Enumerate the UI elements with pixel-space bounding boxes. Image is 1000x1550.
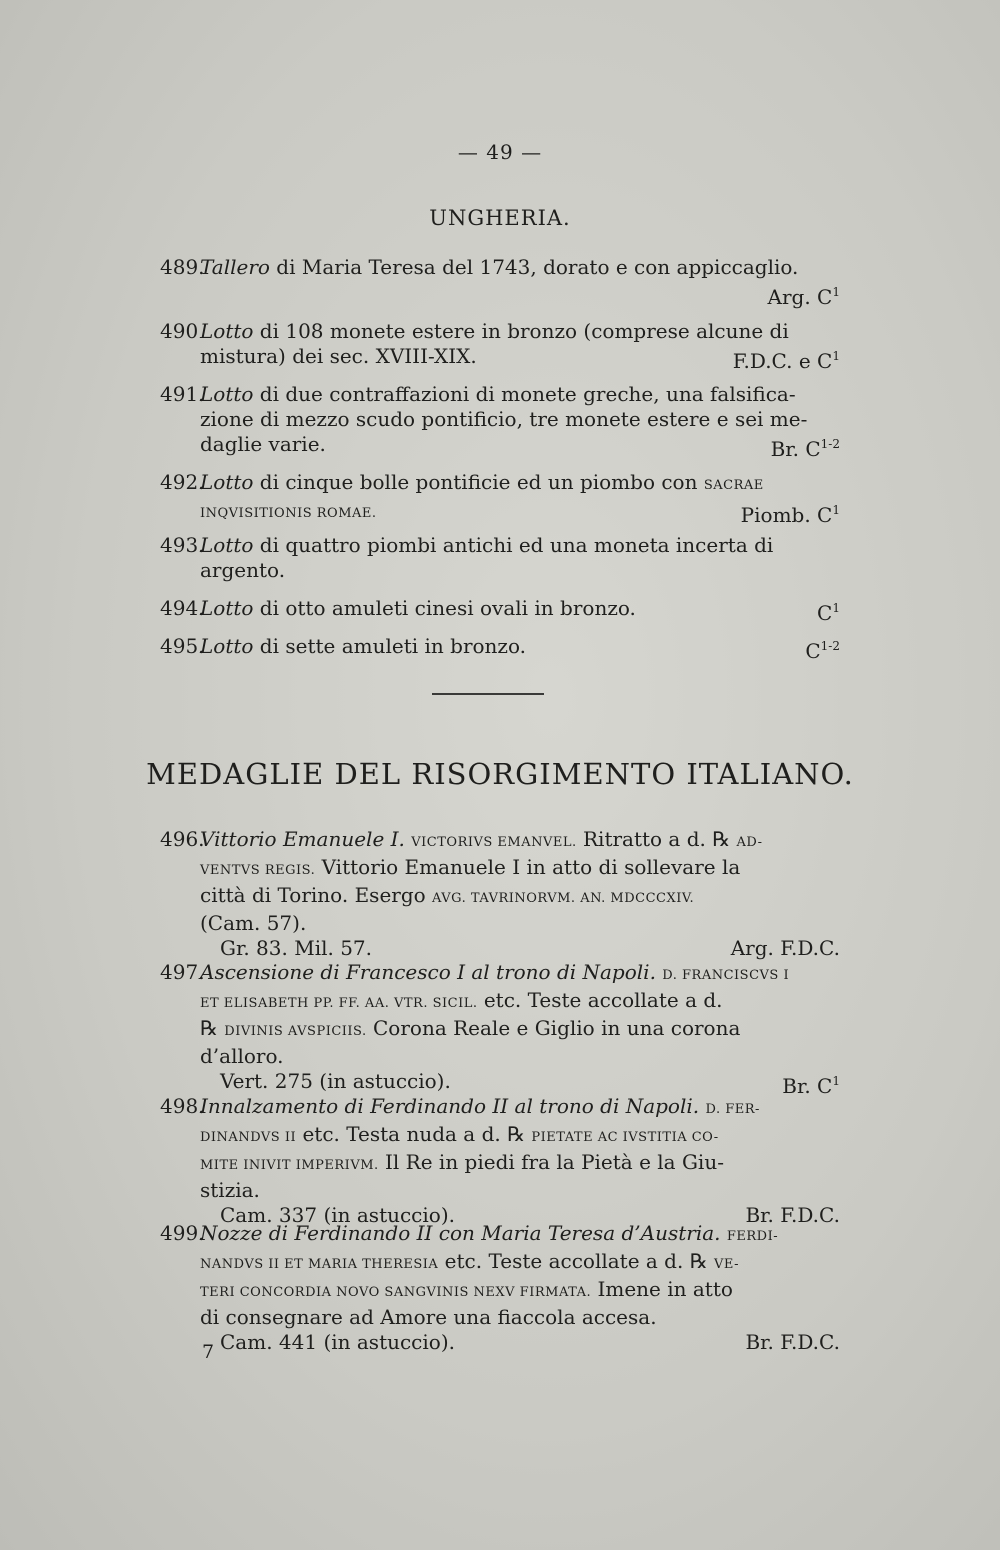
legend-text: PIETATE AC IVSTITIA CO- bbox=[531, 1130, 719, 1145]
entry-line bbox=[160, 498, 840, 526]
legend-text: AD- bbox=[736, 835, 763, 850]
entry-reference: Vert. 275 (in astuccio). bbox=[220, 1069, 451, 1093]
entry-number: 491. bbox=[160, 382, 205, 406]
entry-grade bbox=[805, 634, 840, 664]
entry-line bbox=[160, 1016, 840, 1044]
catalog-entry-499 bbox=[160, 1221, 840, 1355]
entry-line bbox=[160, 382, 840, 407]
grade-text: Arg. C bbox=[767, 285, 833, 309]
entry-text: di sette amuleti in bronzo. bbox=[253, 634, 527, 658]
signature-mark: 7 bbox=[202, 1341, 215, 1363]
entry-reference: Cam. 441 (in astuccio). bbox=[220, 1330, 455, 1354]
grade-text: Br. C bbox=[770, 437, 821, 461]
entry-text: Imene in atto bbox=[591, 1277, 733, 1301]
grade-sup: 1-2 bbox=[820, 639, 840, 653]
entry-line bbox=[160, 1249, 840, 1277]
grade-text: Piomb. C bbox=[740, 503, 833, 527]
entry-reference: Cam. 337 (in astuccio). bbox=[220, 1203, 455, 1227]
entry-line bbox=[160, 988, 840, 1016]
entry-line bbox=[160, 960, 840, 988]
entry-text: di Maria Teresa del 1743, dorato e con appiccaglio. bbox=[269, 255, 799, 279]
entry-title: Lotto bbox=[200, 634, 254, 658]
entry-line: stizia. bbox=[200, 1178, 260, 1202]
page-number: — 49 — bbox=[457, 140, 543, 164]
legend-text: FERDI- bbox=[726, 1229, 779, 1244]
entry-title: Lotto bbox=[200, 382, 254, 406]
entry-number: 499. bbox=[160, 1221, 205, 1245]
catalog-entry-493 bbox=[160, 533, 840, 583]
entry-grade bbox=[768, 280, 840, 310]
grade-sup: 1-2 bbox=[820, 437, 840, 451]
legend-text: VE- bbox=[713, 1257, 739, 1272]
entry-line bbox=[160, 1069, 840, 1098]
legend-text: SACRAE bbox=[703, 478, 764, 493]
entry-line bbox=[160, 319, 840, 344]
grade-sup: 1 bbox=[832, 1074, 840, 1088]
entry-text: di due contraffazioni di monete greche, una falsifica- bbox=[253, 382, 796, 406]
entry-grade bbox=[771, 432, 840, 462]
grade-text: Br. C bbox=[782, 1074, 833, 1098]
catalog-entry-490 bbox=[160, 319, 840, 374]
entry-number: 498. bbox=[160, 1094, 205, 1118]
entry-line bbox=[160, 936, 840, 961]
entry-title: Ascensione di Francesco I al trono di Napoli. bbox=[200, 960, 656, 984]
entry-text: etc. Teste accollate a d. ℞ bbox=[438, 1249, 714, 1273]
legend-text: VICTORIVS EMANVEL. bbox=[411, 835, 577, 850]
entry-grade: Arg. F.D.C. bbox=[730, 936, 840, 960]
entry-grade: Br. F.D.C. bbox=[745, 1330, 840, 1354]
entry-line: zione di mezzo scudo pontificio, tre monete estere e sei me- bbox=[200, 407, 808, 431]
entry-line bbox=[160, 255, 840, 280]
entry-number: 493. bbox=[160, 533, 205, 557]
entry-text: Corona Reale e Giglio in una corona bbox=[366, 1016, 741, 1040]
section-title-ungheria: UNGHERIA. bbox=[429, 206, 571, 230]
section-title-risorgimento: MEDAGLIE DEL RISORGIMENTO ITALIANO. bbox=[146, 757, 854, 791]
entry-title: Lotto bbox=[200, 319, 254, 343]
grade-text: C bbox=[817, 601, 833, 625]
entry-line bbox=[160, 432, 840, 461]
entry-line bbox=[160, 596, 840, 625]
entry-line: di consegnare ad Amore una fiaccola accesa. bbox=[200, 1305, 657, 1329]
catalog-entry-491 bbox=[160, 382, 840, 462]
entry-line bbox=[160, 280, 840, 309]
catalog-entry-494 bbox=[160, 596, 840, 626]
grade-sup: 1 bbox=[832, 285, 840, 299]
entry-line bbox=[160, 1094, 840, 1122]
entry-title: Lotto bbox=[200, 596, 254, 620]
entry-text: etc. Testa nuda a d. ℞ bbox=[296, 1122, 532, 1146]
entry-title: Innalzamento di Ferdinando II al trono di Napoli. bbox=[200, 1094, 700, 1118]
entry-reference: Gr. 83. Mil. 57. bbox=[220, 936, 373, 960]
entry-number: 494. bbox=[160, 596, 205, 620]
entry-line: argento. bbox=[200, 558, 286, 582]
legend-text: AVG. TAVRINORVM. AN. MDCCCXIV. bbox=[432, 891, 695, 906]
grade-sup: 1 bbox=[832, 601, 840, 615]
entry-grade bbox=[741, 498, 840, 528]
entry-text: Ritratto a d. ℞ bbox=[576, 827, 737, 851]
entry-line bbox=[160, 1330, 840, 1355]
entry-text: di quattro piombi antichi ed una moneta incerta di bbox=[253, 533, 774, 557]
entry-text: etc. Teste accollate a d. bbox=[477, 988, 723, 1012]
section-divider bbox=[432, 693, 544, 695]
entry-text: città di Torino. Esergo bbox=[200, 883, 433, 907]
legend-text: D. FRANCISCVS I bbox=[662, 968, 790, 983]
entry-line bbox=[160, 470, 840, 498]
entry-number: 490 bbox=[160, 319, 199, 343]
entry-line bbox=[160, 883, 840, 911]
entry-text: daglie varie. bbox=[200, 432, 326, 456]
entry-title: Lotto bbox=[200, 533, 254, 557]
entry-text: mistura) dei sec. XVIII-XIX. bbox=[200, 344, 477, 368]
entry-number: 496. bbox=[160, 827, 205, 851]
entry-line bbox=[160, 344, 840, 373]
entry-title: Tallero bbox=[200, 255, 270, 279]
legend-text: DINANDVS II bbox=[200, 1130, 297, 1145]
entry-title: Vittorio Emanuele I. bbox=[200, 827, 405, 851]
entry-line bbox=[160, 533, 840, 558]
entry-grade bbox=[817, 596, 840, 626]
entry-line bbox=[160, 855, 840, 883]
legend-text: DIVINIS AVSPICIIS. bbox=[224, 1024, 367, 1039]
catalog-entry-497 bbox=[160, 960, 840, 1099]
entry-grade bbox=[733, 344, 840, 374]
grade-text: C bbox=[805, 639, 821, 663]
legend-text: ET ELISABETH PP. FF. AA. VTR. SICIL. bbox=[200, 996, 478, 1011]
entry-text: Vittorio Emanuele I in atto di sollevare la bbox=[315, 855, 741, 879]
entry-number: 497. bbox=[160, 960, 205, 984]
catalog-entry-492 bbox=[160, 470, 840, 528]
entry-number: 492. bbox=[160, 470, 205, 494]
legend-text: D. FER- bbox=[705, 1102, 760, 1117]
grade-text: F.D.C. e C bbox=[732, 349, 833, 373]
entry-number: 489. bbox=[160, 255, 205, 279]
entry-title: Lotto bbox=[200, 470, 254, 494]
grade-sup: 1 bbox=[832, 503, 840, 517]
catalog-entry-489 bbox=[160, 255, 840, 310]
entry-number: 495. bbox=[160, 634, 205, 658]
entry-line: d’alloro. bbox=[200, 1044, 284, 1068]
entry-line: (Cam. 57). bbox=[200, 911, 307, 935]
entry-line bbox=[160, 634, 840, 663]
catalog-entry-496 bbox=[160, 827, 840, 961]
legend-text: INQVISITIONIS ROMAE. bbox=[200, 506, 377, 521]
entry-line bbox=[160, 1150, 840, 1178]
entry-line bbox=[160, 1122, 840, 1150]
entry-grade: Br. F.D.C. bbox=[745, 1203, 840, 1227]
entry-line bbox=[160, 827, 840, 855]
legend-text: MITE INIVIT IMPERIVM. bbox=[200, 1158, 379, 1173]
entry-line bbox=[160, 1221, 840, 1249]
grade-sup: 1 bbox=[832, 349, 840, 363]
entry-text: di otto amuleti cinesi ovali in bronzo. bbox=[253, 596, 636, 620]
legend-text: VENTVS REGIS. bbox=[200, 863, 316, 878]
catalog-entry-495 bbox=[160, 634, 840, 664]
entry-text: Il Re in piedi fra la Pietà e la Giu- bbox=[378, 1150, 724, 1174]
legend-text: TERI CONCORDIA NOVO SANGVINIS NEXV FIRMATA. bbox=[200, 1285, 592, 1300]
catalog-entry-498 bbox=[160, 1094, 840, 1228]
entry-title: Nozze di Ferdinando II con Maria Teresa d’Austria. bbox=[200, 1221, 721, 1245]
reverse-symbol: ℞ bbox=[200, 1016, 225, 1040]
entry-line bbox=[160, 1277, 840, 1305]
entry-text: di cinque bolle pontificie ed un piombo con bbox=[253, 470, 704, 494]
entry-text: di 108 monete estere in bronzo (comprese alcune di bbox=[253, 319, 789, 343]
legend-text: NANDVS II ET MARIA THERESIA bbox=[200, 1257, 439, 1272]
